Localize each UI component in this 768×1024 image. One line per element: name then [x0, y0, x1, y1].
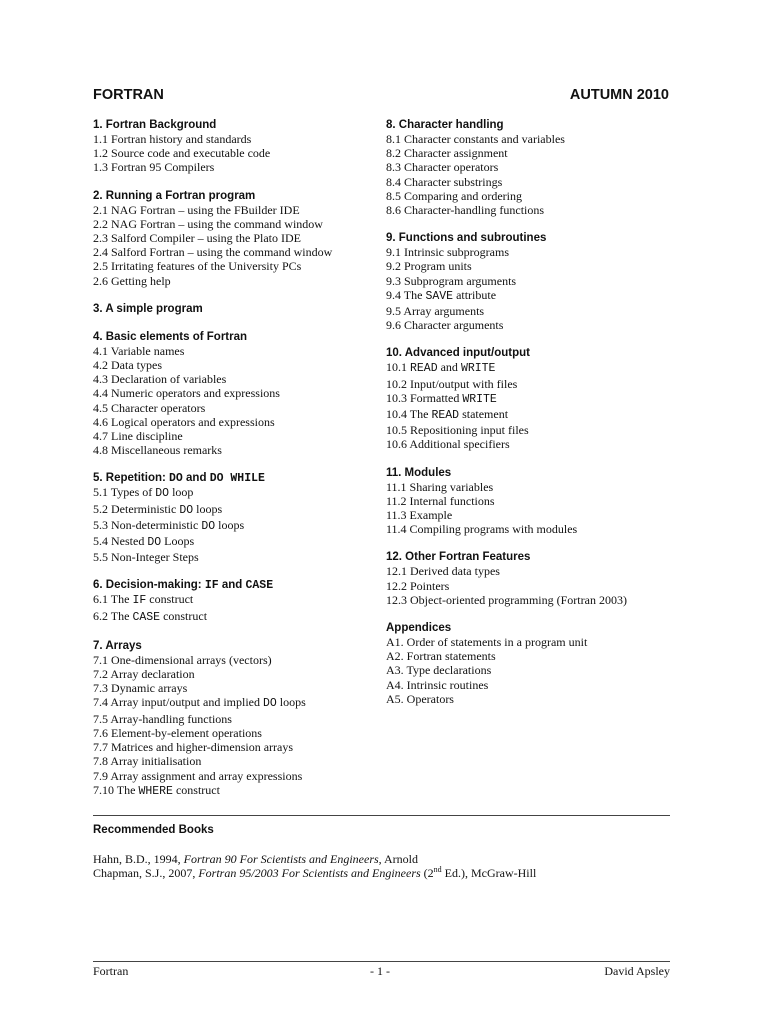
contents-entry	[93, 783, 383, 799]
entry-text: 8.2 Character assignment	[386, 146, 508, 161]
code-keyword: WHERE	[138, 784, 173, 798]
entry-text: 10.3 Formatted	[386, 390, 463, 405]
term-label: AUTUMN 2010	[569, 87, 669, 103]
contents-entry	[386, 692, 676, 706]
entry-text: 7.1 One-dimensional arrays (vectors)	[93, 652, 272, 667]
contents-entry	[386, 407, 676, 423]
contents-entry	[386, 480, 676, 494]
entry-text: A2. Fortran statements	[386, 649, 496, 664]
entry-text: 8.3 Character operators	[386, 160, 499, 175]
contents-entry	[93, 245, 383, 259]
contents-section	[93, 118, 383, 175]
section-heading	[386, 346, 676, 360]
entry-text: 9.3 Subprogram arguments	[386, 273, 517, 288]
contents-entry	[386, 663, 676, 677]
entry-text: 12.1 Derived data types	[386, 564, 500, 579]
contents-entry	[93, 132, 383, 146]
section-heading	[93, 330, 383, 344]
entry-text: 4.6 Logical operators and expressions	[93, 414, 275, 429]
contents-entry	[386, 593, 676, 607]
entry-text: 5.5 Non-Integer Steps	[93, 550, 199, 565]
contents-entry	[386, 245, 676, 259]
contents-entry	[386, 203, 676, 217]
contents-entry	[93, 401, 383, 415]
contents-entry	[386, 175, 676, 189]
entry-text: and	[437, 360, 461, 375]
entry-text: A1. Order of statements in a program unit	[386, 635, 588, 650]
contents-entry	[93, 754, 383, 768]
contents-entry	[93, 485, 383, 501]
contents-entry	[386, 288, 676, 304]
entry-text: 7.10 The	[93, 782, 139, 797]
contents-section	[386, 346, 676, 451]
contents-section	[386, 118, 676, 217]
footer-left: Fortran	[93, 964, 129, 978]
book-author-year: Chapman, S.J., 2007,	[93, 866, 199, 880]
entry-text: 1.3 Fortran 95 Compilers	[93, 160, 215, 175]
contents-entry	[93, 231, 383, 245]
contents-section	[386, 466, 676, 537]
contents-entry	[93, 429, 383, 443]
contents-entry	[93, 609, 383, 625]
section-heading	[93, 189, 383, 203]
entry-text: 4.3 Declaration of variables	[93, 372, 227, 387]
footer-divider	[93, 961, 670, 962]
book-publisher: Ed.), McGraw-Hill	[441, 866, 537, 880]
code-keyword: DO WHILE	[209, 472, 265, 486]
entry-text: 2.2 NAG Fortran – using the command window	[93, 216, 323, 231]
entry-text: 11.1 Sharing variables	[386, 479, 494, 494]
entry-text: 7.7 Matrices and higher-dimension arrays	[93, 740, 294, 755]
code-keyword: READ	[410, 362, 438, 376]
heading-text: 7. Arrays	[93, 639, 142, 652]
code-keyword: CASE	[245, 579, 274, 593]
entry-text: 11.2 Internal functions	[386, 493, 495, 508]
contents-entry	[386, 649, 676, 663]
contents-entry	[386, 522, 676, 536]
entry-text: 10.6 Additional specifiers	[386, 437, 510, 452]
entry-text: 2.1 NAG Fortran – using the FBuilder IDE	[93, 202, 300, 217]
entry-text: 1.2 Source code and executable code	[93, 146, 271, 161]
contents-entry	[386, 377, 676, 391]
contents-section	[93, 189, 383, 288]
entry-text: 7.5 Array-handling functions	[93, 711, 232, 726]
entry-text: 11.3 Example	[386, 508, 453, 523]
book-author-year: Hahn, B.D., 1994,	[93, 852, 184, 866]
contents-section	[93, 471, 383, 564]
entry-text: loop	[169, 485, 194, 500]
entry-text: 2.6 Getting help	[93, 273, 171, 288]
recommended-books-heading: Recommended Books	[93, 824, 214, 836]
book-title: Fortran 90 For Scientists and Engineers	[183, 852, 379, 866]
section-heading	[386, 231, 676, 245]
contents-entry	[93, 726, 383, 740]
entry-text: 10.5 Repositioning input files	[386, 423, 529, 438]
entry-text: 7.8 Array initialisation	[93, 754, 202, 769]
section-heading	[93, 302, 383, 316]
entry-text: 10.4 The	[386, 407, 432, 422]
book-edition-prefix: (2	[420, 866, 434, 880]
entry-text: construct	[160, 608, 208, 623]
code-keyword: DO	[147, 536, 162, 550]
book-reference	[93, 852, 418, 866]
entry-text: 6.2 The	[93, 608, 133, 623]
code-keyword: WRITE	[460, 362, 496, 376]
contents-entry	[386, 274, 676, 288]
book-reference	[93, 866, 536, 880]
code-keyword: DO	[169, 472, 183, 486]
entry-text: A4. Intrinsic routines	[386, 677, 489, 692]
heading-text: 9. Functions and subroutines	[386, 232, 547, 245]
contents-entry	[93, 344, 383, 358]
contents-entry	[93, 740, 383, 754]
entry-text: 4.1 Variable names	[93, 343, 185, 358]
contents-entry	[93, 518, 383, 534]
entry-text: 8.4 Character substrings	[386, 174, 503, 189]
entry-text: 5.1 Types of	[93, 485, 156, 500]
entry-text: 10.2 Input/output with files	[386, 376, 518, 391]
section-heading	[386, 550, 676, 564]
contents-left-column	[93, 118, 383, 813]
contents-entry	[386, 132, 676, 146]
contents-entry	[93, 259, 383, 273]
section-divider	[93, 815, 670, 816]
entry-text: 9.5 Array arguments	[386, 304, 485, 319]
entry-text: construct	[146, 592, 194, 607]
entry-text: 5.4 Nested	[93, 534, 148, 549]
entry-text: 9.4 The	[386, 287, 426, 302]
contents-entry	[386, 678, 676, 692]
contents-entry	[93, 695, 383, 711]
contents-entry	[93, 203, 383, 217]
heading-text: 6. Decision-making:	[93, 579, 205, 592]
heading-text: 11. Modules	[386, 466, 452, 479]
entry-text: loops	[193, 501, 223, 516]
contents-entry	[386, 360, 676, 376]
contents-entry	[386, 508, 676, 522]
entry-text: 12.2 Pointers	[386, 578, 450, 593]
code-keyword: IF	[132, 594, 147, 608]
contents-entry	[93, 712, 383, 726]
contents-entry	[93, 372, 383, 386]
contents-section	[93, 578, 383, 624]
code-keyword: WRITE	[462, 392, 497, 406]
contents-section	[93, 330, 383, 458]
contents-entry	[386, 494, 676, 508]
entry-text: 12.3 Object-oriented programming (Fortran 2003)	[386, 592, 627, 607]
entry-text: 4.4 Numeric operators and expressions	[93, 386, 280, 401]
contents-section	[93, 639, 383, 799]
code-keyword: DO	[155, 487, 170, 501]
code-keyword: DO	[179, 503, 194, 517]
heading-text: Appendices	[386, 622, 452, 635]
contents-section	[93, 302, 383, 316]
entry-text: Loops	[161, 534, 195, 549]
contents-entry	[386, 146, 676, 160]
contents-right-column	[386, 118, 676, 720]
contents-entry	[93, 358, 383, 372]
code-keyword: SAVE	[425, 289, 454, 303]
contents-entry	[93, 146, 383, 160]
heading-text: 2. Running a Fortran program	[93, 189, 256, 202]
book-edition-suffix: nd	[433, 865, 442, 874]
heading-text: and	[218, 579, 246, 592]
footer-author: David Apsley	[604, 964, 670, 978]
section-heading	[93, 578, 383, 592]
entry-text: attribute	[453, 287, 497, 302]
entry-text: A5. Operators	[386, 691, 454, 706]
contents-entry	[93, 653, 383, 667]
entry-text: loops	[215, 517, 245, 532]
code-keyword: DO	[262, 697, 277, 711]
entry-text: 7.3 Dynamic arrays	[93, 681, 188, 696]
entry-text: 4.8 Miscellaneous remarks	[93, 443, 222, 458]
heading-text: 5. Repetition:	[93, 472, 170, 485]
entry-text: 8.6 Character-handling functions	[386, 203, 545, 218]
entry-text: 1.1 Fortran history and standards	[93, 132, 252, 146]
section-heading	[386, 621, 676, 635]
contents-entry	[386, 304, 676, 318]
contents-entry	[386, 391, 676, 407]
contents-entry	[93, 769, 383, 783]
entry-text: statement	[459, 407, 509, 422]
entry-text: 7.4 Array input/output and implied	[93, 695, 263, 710]
contents-entry	[386, 579, 676, 593]
contents-entry	[93, 217, 383, 231]
contents-section	[386, 621, 676, 706]
contents-entry	[386, 189, 676, 203]
contents-entry	[93, 274, 383, 288]
entry-text: 7.9 Array assignment and array expressions	[93, 768, 303, 783]
entry-text: 11.4 Compiling programs with modules	[386, 522, 578, 537]
section-heading	[93, 118, 383, 132]
heading-text: and	[182, 472, 210, 485]
entry-text: 2.3 Salford Compiler – using the Plato IDE	[93, 231, 301, 246]
entry-text: 10.1	[386, 360, 410, 375]
contents-entry	[93, 160, 383, 174]
contents-entry	[93, 667, 383, 681]
contents-entry	[386, 259, 676, 273]
entry-text: construct	[172, 782, 220, 797]
page-number: - 1 -	[370, 964, 390, 978]
contents-entry	[386, 635, 676, 649]
contents-entry	[386, 423, 676, 437]
contents-entry	[386, 160, 676, 174]
entry-text: loops	[276, 695, 306, 710]
entry-text: 7.6 Element-by-element operations	[93, 725, 262, 740]
contents-entry	[386, 437, 676, 451]
entry-text: 4.5 Character operators	[93, 400, 206, 415]
entry-text: 9.1 Intrinsic subprograms	[386, 245, 509, 260]
contents-entry	[93, 550, 383, 564]
entry-text: 5.2 Deterministic	[93, 501, 180, 516]
contents-section	[386, 231, 676, 332]
code-keyword: IF	[204, 579, 219, 593]
heading-text: 12. Other Fortran Features	[386, 551, 531, 564]
contents-entry	[93, 681, 383, 695]
contents-entry	[93, 534, 383, 550]
entry-text: 8.5 Comparing and ordering	[386, 188, 522, 203]
heading-text: 3. A simple program	[93, 302, 203, 315]
entry-text: 2.5 Irritating features of the University PCs	[93, 259, 302, 274]
contents-entry	[93, 502, 383, 518]
heading-text: 1. Fortran Background	[93, 119, 217, 131]
contents-entry	[386, 564, 676, 578]
entry-text: 4.7 Line discipline	[93, 429, 183, 444]
section-heading	[93, 639, 383, 653]
code-keyword: READ	[431, 409, 460, 423]
contents-entry	[93, 415, 383, 429]
section-heading	[386, 466, 676, 480]
entry-text: 4.2 Data types	[93, 358, 162, 373]
book-title: Fortran 95/2003 For Scientists and Engineers	[198, 866, 421, 880]
entry-text: 5.3 Non-deterministic	[93, 517, 202, 532]
entry-text: 8.1 Character constants and variables	[386, 132, 565, 146]
contents-section	[386, 550, 676, 607]
contents-entry	[386, 318, 676, 332]
contents-entry	[93, 443, 383, 457]
section-heading	[93, 471, 383, 485]
heading-text: 4. Basic elements of Fortran	[93, 330, 248, 343]
entry-text: 9.6 Character arguments	[386, 318, 504, 333]
contents-entry	[93, 386, 383, 400]
section-heading	[386, 118, 676, 132]
entry-text: A3. Type declarations	[386, 663, 492, 678]
code-keyword: DO	[201, 519, 216, 533]
entry-text: 2.4 Salford Fortran – using the command window	[93, 245, 333, 260]
contents-entry	[93, 592, 383, 608]
entry-text: 9.2 Program units	[386, 259, 472, 274]
book-publisher: , Arnold	[378, 852, 419, 866]
heading-text: 8. Character handling	[386, 119, 504, 131]
code-keyword: CASE	[132, 610, 161, 624]
heading-text: 10. Advanced input/output	[386, 347, 530, 360]
document-title: FORTRAN	[93, 87, 164, 103]
entry-text: 7.2 Array declaration	[93, 667, 195, 682]
entry-text: 6.1 The	[93, 592, 133, 607]
